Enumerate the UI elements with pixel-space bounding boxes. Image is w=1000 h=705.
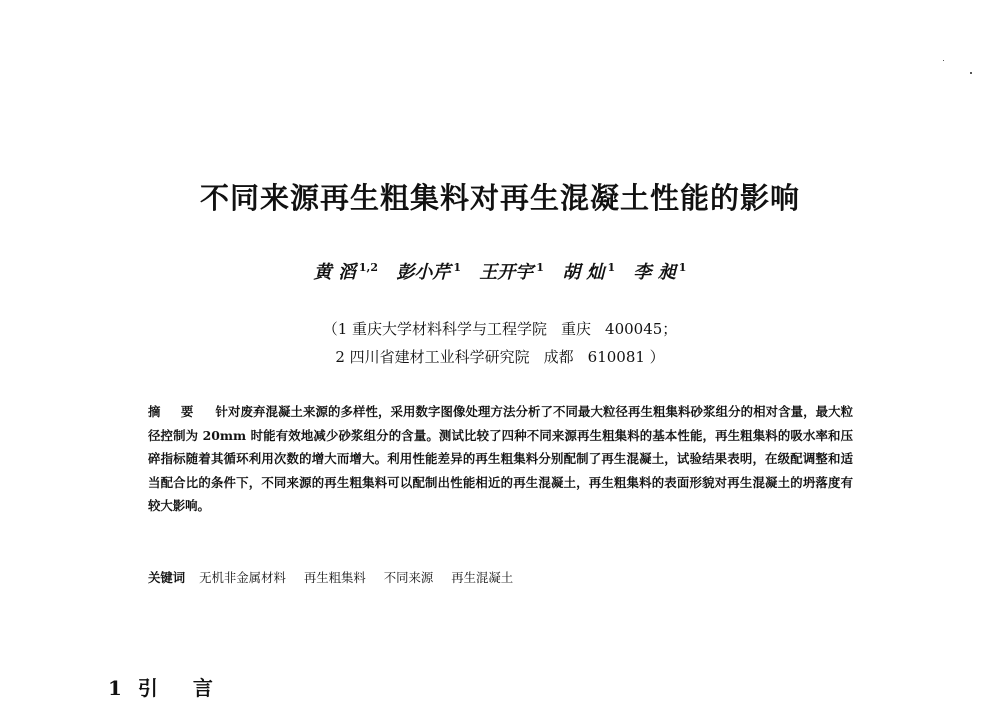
paper-title: 不同来源再生粗集料对再生混凝土性能的影响 [199, 181, 800, 215]
abstract-label: 摘 要 [148, 404, 202, 419]
section-number: 1 [108, 676, 122, 700]
affiliation: 2 四川省建材工业科学研究院 成都 610081 ） [335, 348, 665, 366]
keyword: 再生粗集料 [303, 570, 366, 585]
scan-speck [970, 72, 972, 74]
section-heading [108, 672, 227, 701]
author: 彭小芹 $^1$ [396, 261, 461, 283]
keyword: 再生混凝土 [451, 570, 514, 585]
author: 王开宇 $^1$ [479, 261, 544, 283]
affiliation: （1 重庆大学材料科学与工程学院 重庆 400045； [322, 320, 678, 338]
abstract-text: 针对废弃混凝土来源的多样性，采用数字图像处理方法分析了不同最大粒径再生粗集料砂浆组分的相对含量，最大粒径控制为 20mm 时能有效地减少砂浆组分的含量。测试比较了四种不同来源再生粗集料的基本性能，再生粗集料的吸水率和压碎指标随着其循环利用次数的增大而增大。利用性能差异的再生粗集料分别配制了再生混凝土，试验结果表明，在级配调整和适当配合比的条件下，不同来源的再生粗集料可以配制出性能相近的再生混凝土，再生粗集料的表面形貌对再生混凝土的坍落度有较大影响。 [148, 404, 853, 514]
author: 李 昶 $^1$ [633, 261, 687, 283]
keyword: 不同来源 [383, 570, 434, 585]
keywords-label: 关键词 [148, 570, 186, 585]
author: 黄 滔 $^{1,2}$ [313, 261, 379, 283]
abstract [148, 400, 853, 518]
author: 胡 灿 $^1$ [562, 261, 616, 283]
section-title: 引 言 [137, 676, 227, 700]
keywords [148, 568, 853, 586]
author-list [0, 258, 1000, 284]
keyword: 无机非金属材料 [199, 570, 286, 585]
scan-speck [943, 60, 944, 61]
